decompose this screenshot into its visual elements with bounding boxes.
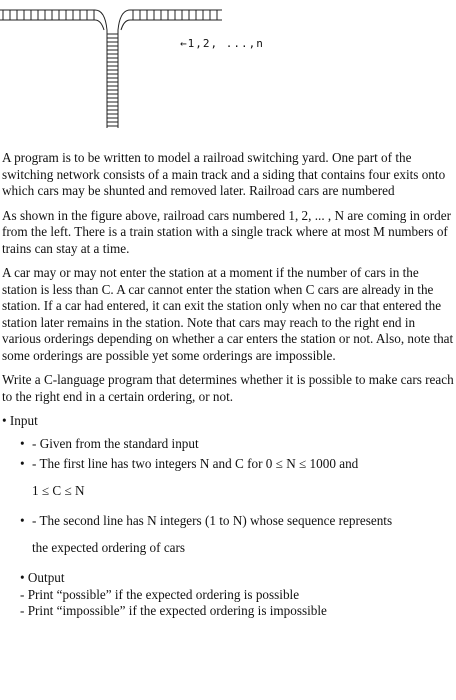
input-item: • - Given from the standard input	[20, 436, 454, 453]
input-item: • - The first line has two integers N and C for 0 ≤ N ≤ 1000 and	[20, 456, 454, 473]
railroad-figure	[0, 0, 456, 135]
paragraph-cars: As shown in the figure above, railroad cars numbered 1, 2, ... , N are coming in order from the left. There is a train station with a single track where at most M numbers of trains can stay at a time.	[2, 207, 451, 256]
output-heading: • Output	[20, 570, 65, 585]
input-heading: • Input	[2, 413, 38, 428]
car-order-label: ←1,2, ...,n	[180, 37, 264, 50]
input-list	[2, 436, 454, 473]
input-constraint: 1 ≤ C ≤ N	[32, 482, 85, 498]
paragraph-rules: A car may or may not enter the station at a moment if the number of cars in the station is less than C. A car cannot enter the station when C cars are already in the station. If a car had entered, it can exit the station only when no car that entered the station later remains in the station. Note that cars may reach to the right end in various orderings depending on whether a car enters the station or not. Also, note that some orderings are possible yet some orderings are impossible.	[2, 265, 454, 363]
output-line: - Print “impossible” if the expected ordering is impossible	[20, 603, 327, 618]
problem-text	[2, 150, 454, 620]
output-section	[2, 570, 454, 620]
output-line: - Print “possible” if the expected ordering is possible	[20, 586, 300, 602]
railroad-diagram	[0, 0, 456, 135]
input-list-2	[2, 513, 454, 530]
input-item-continued: the expected ordering of cars	[32, 539, 186, 555]
input-item: • - The second line has N integers (1 to N) whose sequence represents	[20, 513, 454, 530]
paragraph-intro: A program is to be written to model a railroad switching yard. One part of the switching network consists of a main track and a siding that contains four exits onto which cars may be shunted and removed later. Railroad cars are numbered	[2, 150, 446, 198]
paragraph-task: Write a C-language program that determines whether it is possible to make cars reach to the right end in a certain ordering, or not.	[2, 372, 454, 404]
input-section	[2, 413, 454, 556]
